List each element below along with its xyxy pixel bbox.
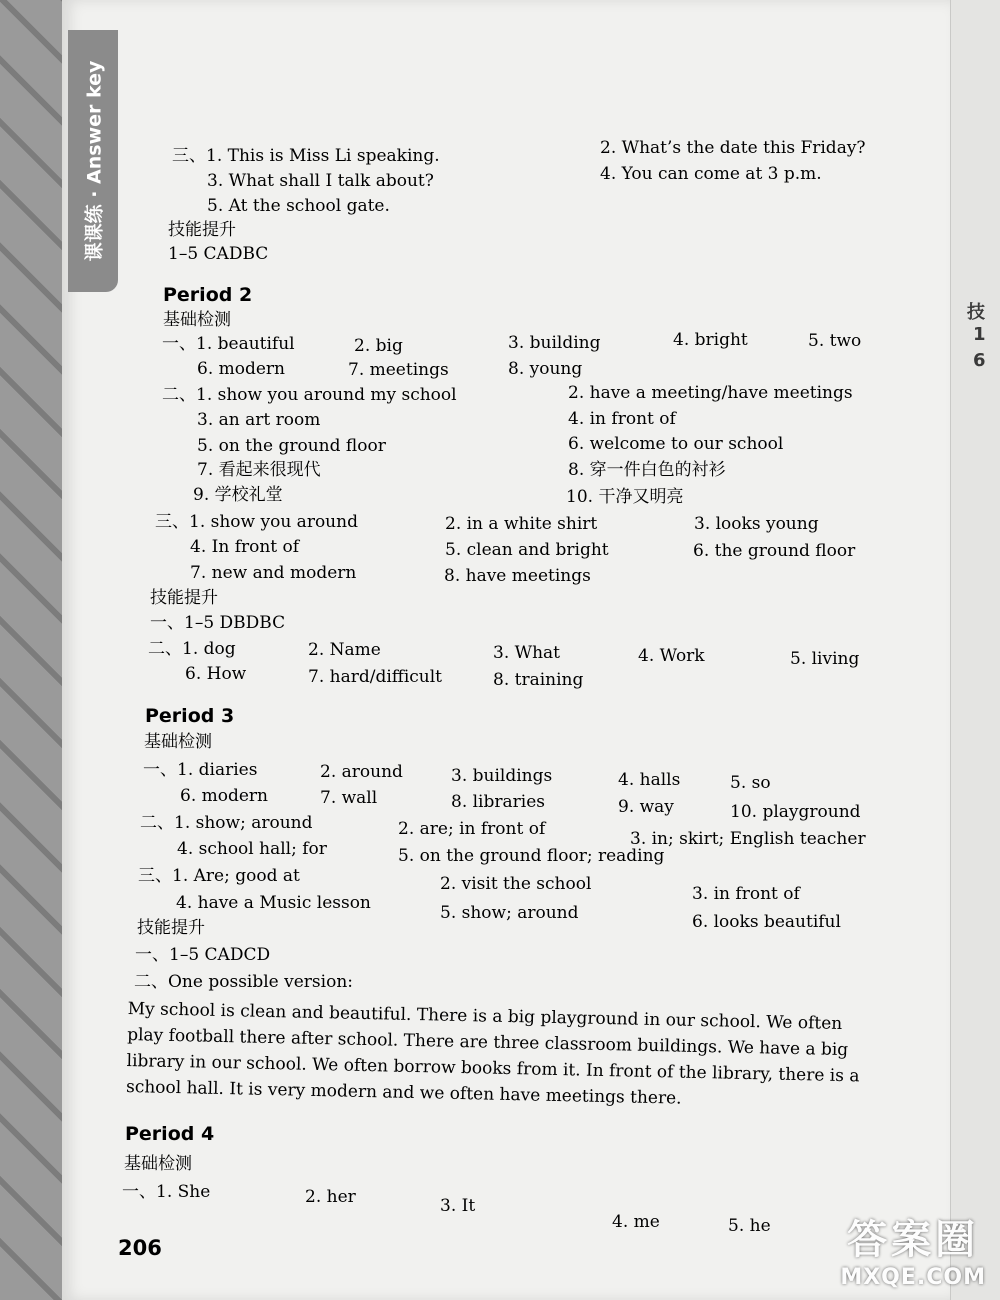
answer-line: 7. 看起来很现代 — [197, 460, 321, 480]
answer-line: 8. libraries — [451, 792, 545, 812]
answer-line: 8. young — [508, 359, 583, 379]
answer-line: 6. welcome to our school — [568, 434, 784, 454]
answer-line: 3. an art room — [197, 410, 321, 430]
page-number: 206 — [118, 1236, 162, 1260]
answer-line: 5. on the ground floor; reading — [398, 846, 665, 866]
answer-line: 2. big — [354, 336, 403, 356]
answer-line: 二、1. show; around — [140, 813, 313, 833]
answer-line: 4. bright — [673, 330, 748, 350]
answer-line: 二、1. dog — [148, 639, 236, 659]
period-heading: Period 3 — [145, 705, 235, 727]
answer-line: 三、1. Are; good at — [138, 866, 300, 886]
answer-line: 3. in front of — [692, 884, 800, 904]
answer-line: 10. 干净又明亮 — [566, 487, 684, 507]
answer-line: 4. You can come at 3 p.m. — [600, 164, 822, 184]
answer-line: 4. Work — [638, 646, 705, 666]
answer-line: 一、1–5 DBDBC — [150, 613, 286, 633]
answer-line: 6. modern — [197, 359, 285, 379]
answer-line: 技能提升 — [137, 918, 205, 938]
answer-line: 三、1. This is Miss Li speaking. — [172, 146, 440, 166]
answer-line: 3. buildings — [451, 766, 553, 786]
answer-line: 6. modern — [180, 786, 268, 806]
answer-key-side-tab — [68, 30, 118, 292]
answer-line: 6. looks beautiful — [692, 912, 841, 932]
answer-line: 一、1. diaries — [143, 760, 258, 780]
answer-line: 基础检测 — [163, 310, 231, 330]
answer-line: 2. visit the school — [440, 874, 592, 894]
answer-line: 5. clean and bright — [445, 540, 609, 560]
answer-line: 4. have a Music lesson — [176, 893, 371, 913]
facing-page-fragment: 6 — [973, 350, 986, 371]
answer-line: 3. What — [493, 643, 561, 663]
answer-line: 7. meetings — [348, 360, 449, 380]
answer-line: 10. playground — [730, 802, 861, 822]
period-heading: Period 2 — [163, 284, 253, 306]
answer-line: 7. wall — [320, 788, 378, 808]
answer-line: 4. in front of — [568, 409, 676, 429]
answer-line: 二、1. show you around my school — [162, 385, 457, 405]
answer-line: 5. two — [808, 331, 862, 351]
answer-line: 4. halls — [618, 770, 681, 790]
answer-line: 3. in; skirt; English teacher — [630, 829, 866, 849]
side-tab-label: 课课练 · Answer key — [83, 60, 106, 262]
answer-line: 5. living — [790, 649, 860, 669]
answer-line: 7. new and modern — [190, 563, 357, 583]
answer-line: 2. What’s the date this Friday? — [600, 138, 866, 158]
answer-line: 5. he — [728, 1216, 771, 1236]
answer-line: 二、One possible version: — [134, 972, 353, 992]
period-heading: Period 4 — [125, 1123, 215, 1145]
answer-line: 5. At the school gate. — [207, 196, 390, 216]
answer-line: 2. have a meeting/have meetings — [568, 383, 853, 403]
answer-line: 一、1. She — [122, 1182, 211, 1202]
facing-page-edge — [950, 0, 1000, 1300]
facing-page-fragment: 技 — [967, 302, 985, 323]
answer-line: 技能提升 — [150, 588, 218, 608]
answer-line: 5. on the ground floor — [197, 436, 386, 456]
answer-line: 5. show; around — [440, 903, 579, 923]
facing-page-fragment: 1 — [973, 324, 986, 345]
watermark-url: MXQE.COM — [840, 1265, 986, 1290]
answer-line: 1–5 CADBC — [168, 244, 269, 264]
answer-line: 三、1. show you around — [155, 512, 358, 532]
sample-essay-paragraph: My school is clean and beautiful. There is a big playground in our school. We often play football there after school. There are three classroom buildings. We have a big library in our school. We often borrow books from it. In front of the library, there is a school hall. It is very modern and we often have meetings there. — [125, 998, 860, 1109]
answer-line: 技能提升 — [168, 220, 236, 240]
answer-line: 6. How — [185, 664, 247, 684]
answer-line: 2. around — [320, 762, 403, 782]
answer-line: 2. her — [305, 1187, 356, 1207]
answer-line: 3. It — [440, 1196, 476, 1216]
answer-line: 2. Name — [308, 640, 381, 660]
answer-line: 7. hard/difficult — [308, 667, 443, 687]
answer-line: 5. so — [730, 773, 771, 793]
answer-line: 2. in a white shirt — [445, 514, 598, 534]
answer-line: 8. have meetings — [444, 566, 591, 586]
answer-line: 3. building — [508, 333, 601, 353]
watermark — [840, 1208, 986, 1290]
watermark-logo-text: 答案圈 — [847, 1217, 980, 1263]
answer-line: 9. 学校礼堂 — [193, 485, 283, 505]
answer-line: 8. 穿一件白色的衬衫 — [568, 460, 726, 480]
answer-line: 一、1–5 CADCD — [135, 945, 271, 965]
answer-line: 4. me — [612, 1212, 660, 1232]
answer-line: 9. way — [618, 797, 674, 817]
answer-line: 4. In front of — [190, 537, 300, 557]
answer-line: 4. school hall; for — [177, 839, 327, 859]
answer-line: 一、1. beautiful — [162, 334, 295, 354]
answer-line: 8. training — [493, 670, 584, 690]
answer-line: 基础检测 — [144, 732, 212, 752]
answer-line: 基础检测 — [124, 1154, 192, 1174]
answer-line: 3. What shall I talk about? — [207, 171, 434, 191]
answer-line: 2. are; in front of — [398, 819, 546, 839]
answer-line: 3. looks young — [694, 514, 819, 534]
answer-line: 6. the ground floor — [693, 541, 856, 561]
